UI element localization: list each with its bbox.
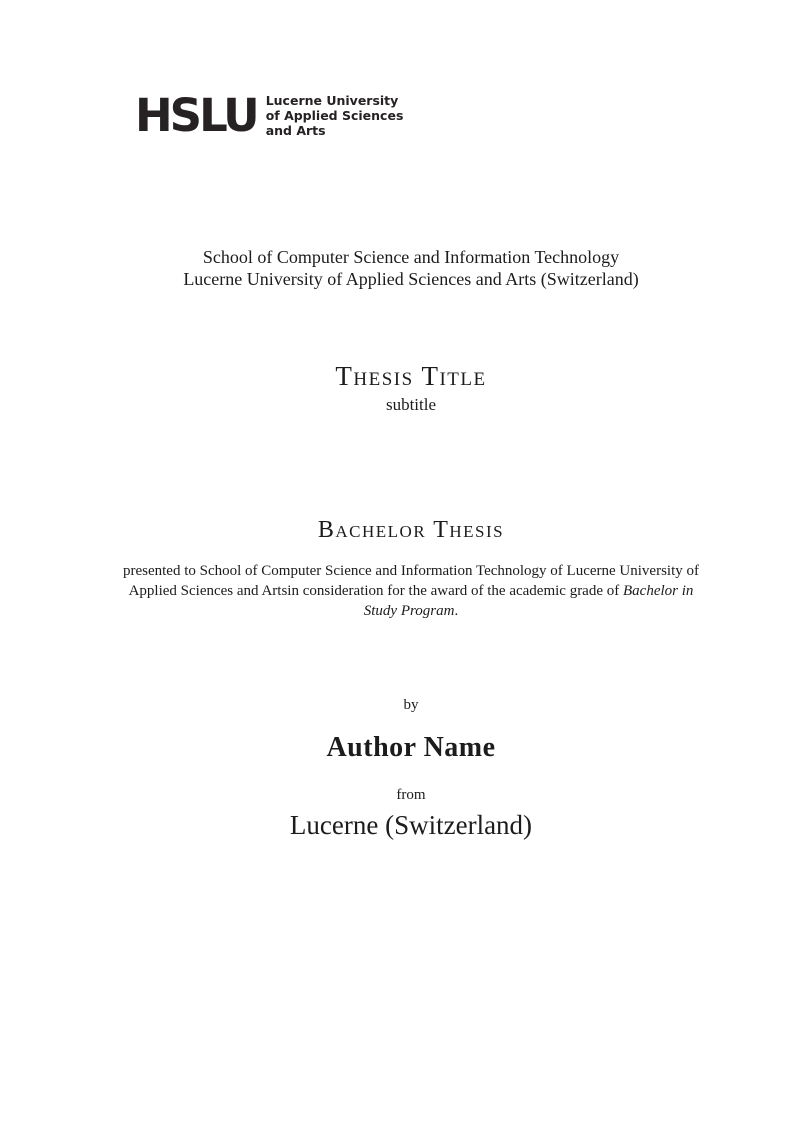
thesis-subtitle: subtitle — [385, 394, 437, 414]
by-label: by — [403, 697, 419, 713]
school-name: School of Computer Science and Information Technology — [202, 247, 620, 267]
thesis-type-heading: Bachelor Thesis — [317, 517, 505, 543]
award-text-before: presented to School of Computer Science and Information Technology of Lucerne University of Applied Sciences and Artsin consideration for the award of the academic grade of — [122, 563, 699, 599]
award-degree-italic: Bachelor in Study Program — [363, 583, 694, 619]
title-block — [135, 360, 687, 415]
hslu-wordmark: HSLU — [135, 89, 257, 142]
author-name: Author Name — [326, 732, 496, 763]
hslu-logo-tagline — [266, 93, 404, 138]
affiliation-block — [135, 246, 687, 290]
hslu-tagline-line: of Applied Sciences — [265, 108, 404, 123]
hslu-tagline-line: and Arts — [265, 123, 326, 138]
author-origin: Lucerne (Switzerland) — [289, 810, 533, 840]
hslu-logo — [135, 89, 404, 142]
from-label: from — [396, 787, 426, 803]
award-text-after: . — [454, 603, 459, 619]
hslu-tagline-line: Lucerne University — [265, 93, 399, 108]
thesis-title: Thesis Title — [335, 361, 487, 391]
award-paragraph — [119, 561, 703, 621]
university-name: Lucerne University of Applied Sciences and Arts (Switzerland) — [183, 269, 639, 289]
